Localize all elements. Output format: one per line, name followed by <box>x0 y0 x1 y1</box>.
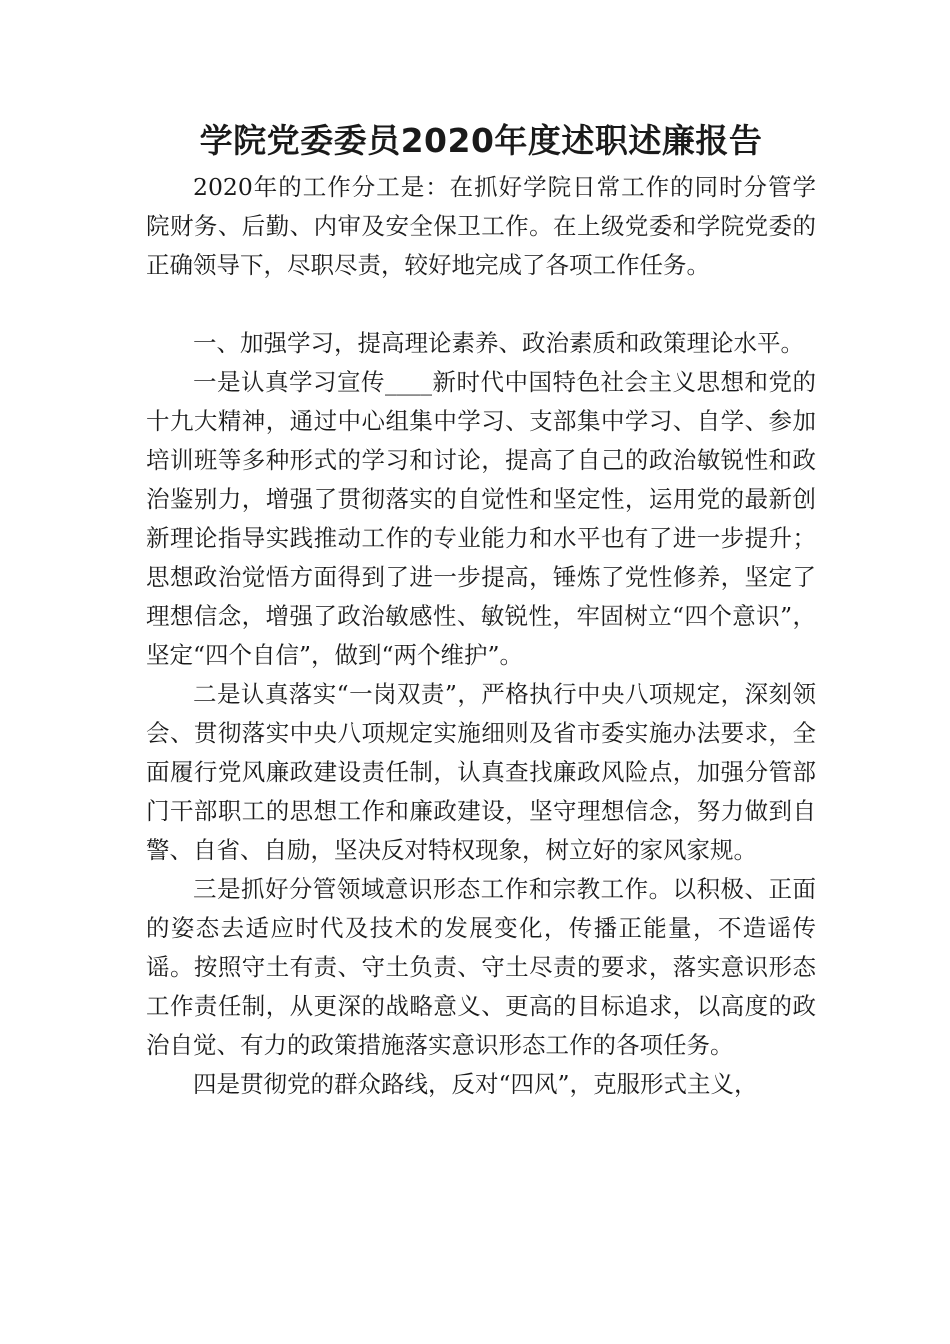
document-title: 学院党委委员2020年度述职述廉报告 <box>199 121 763 160</box>
paragraph-point-4: 四是贯彻党的群众路线，反对“四风”，克服形式主义， <box>193 1070 758 1098</box>
paragraph-intro: 2020年的工作分工是：在抓好学院日常工作的同时分管学院财务、后勤、内审及安全保卫工作。在上级党委和学院党委的正确领导下，尽职尽责，较好地完成了各项工作任务。 <box>146 173 816 279</box>
paragraph-point-2: 二是认真落实“一岗双责”，严格执行中央八项规定，深刻领会、贯彻落实中央八项规定实施细则及省市委实施办法要求，全面履行党风廉政建设责任制，认真查找廉政风险点，加强分管部门干部职工的思想工作和廉政建设，坚守理想信念，努力做到自警、自省、自励，坚决反对特权现象，树立好的家风家规。 <box>146 680 816 864</box>
paragraph-point-3: 三是抓好分管领域意识形态工作和宗教工作。以积极、正面的姿态去适应时代及技术的发展变化，传播正能量，不造谣传谣。按照守土有责、守土负责、守土尽责的要求，落实意识形态工作责任制，从更深的战略意义、更高的目标追求，以高度的政治自觉、有力的政策措施落实意识形态工作的各项任务。 <box>146 875 816 1059</box>
document-body <box>146 168 816 1104</box>
section-heading-1: 一、加强学习，提高理论素养、政治素质和政策理论水平。 <box>193 329 804 357</box>
paragraph-point-1: 一是认真学习宣传____新时代中国特色社会主义思想和党的十九大精神，通过中心组集中学习、支部集中学习、自学、参加培训班等多种形式的学习和讨论，提高了自己的政治敏锐性和政治鉴别力，增强了贯彻落实的自觉性和坚定性，运用党的最新创新理论指导实践推动工作的专业能力和水平也有了进一步提升；思想政治觉悟方面得到了进一步提高，锤炼了党性修养，坚定了理想信念，增强了政治敏感性、敏锐性，牢固树立“四个意识”，坚定“四个自信”，做到“两个维护”。 <box>146 368 816 669</box>
